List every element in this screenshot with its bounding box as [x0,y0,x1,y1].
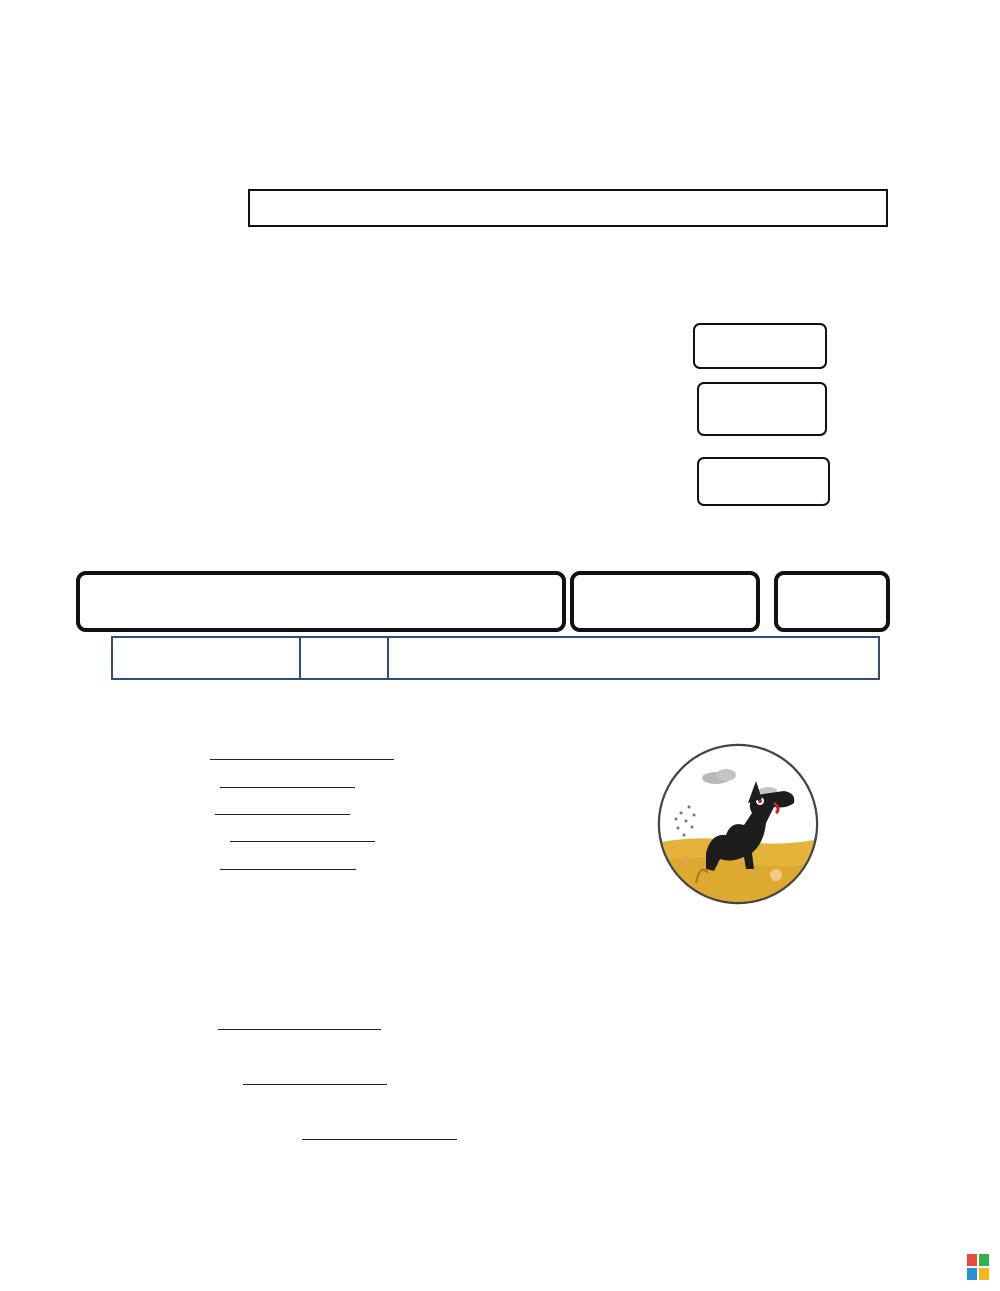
verb-answer-blank-5[interactable] [220,855,356,870]
chip-subject[interactable] [111,636,301,680]
sentence-item-2 [116,1067,151,1105]
sentence-answer-blank-3[interactable] [302,1125,457,1140]
chip-complement[interactable] [387,636,880,680]
verb-answer-blank-4[interactable] [230,827,375,842]
student-name-input[interactable] [248,189,888,227]
sentence-answer-blank-1[interactable] [218,1015,381,1030]
sentence-item-1 [116,1012,151,1050]
liveworksheets-logo [967,1252,992,1285]
dog-illustration [656,743,820,905]
verb-answer-blank-1[interactable] [210,745,394,760]
verb-item-5 [116,852,151,890]
color-swatch-green[interactable] [693,323,827,369]
color-swatch-yellow[interactable] [697,457,830,506]
color-swatch-blue[interactable] [697,382,827,436]
logo-badge-icon [967,1254,989,1280]
chip-verb[interactable] [299,636,389,680]
verb-answer-blank-3[interactable] [215,800,350,815]
sentence-item-3 [116,1122,151,1160]
sentence-answer-blank-2[interactable] [243,1070,387,1085]
dropzone-green[interactable] [774,571,890,632]
dropzone-blue[interactable] [76,571,566,632]
dropzone-yellow[interactable] [570,571,760,632]
verb-answer-blank-2[interactable] [220,773,355,788]
